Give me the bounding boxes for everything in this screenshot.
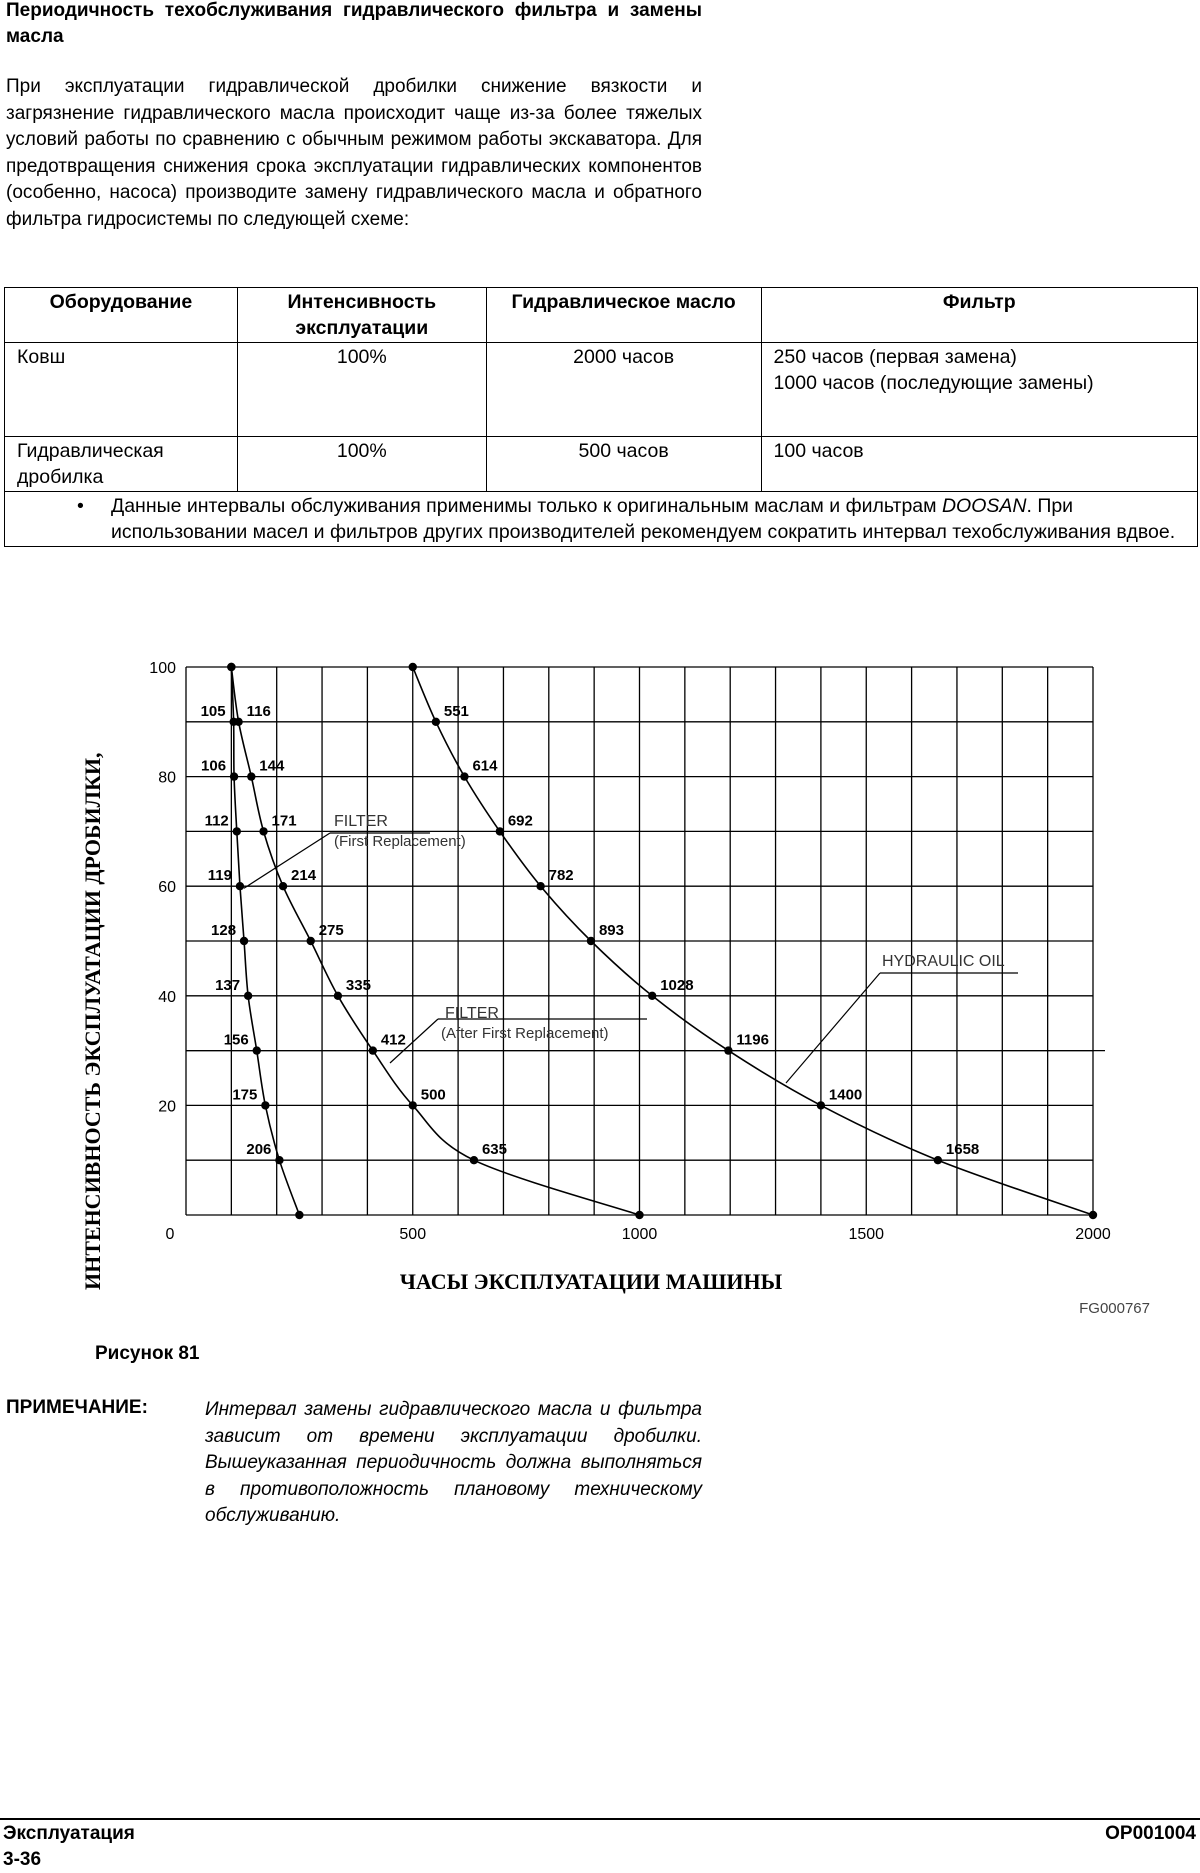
data-point — [460, 772, 468, 780]
intro-paragraph: При эксплуатации гидравлической дробилки снижение вязкости и загрязнение гидравлического масла происходит чаще из-за более тяжелых условий работы по сравнению с обычным режимом работы экскаватора. Для предотвращения снижения срока эксплуатации гидравлических компонентов (особенно, насоса) производите замену гидравлического масла и обратного фильтра гидросистемы по следующей схеме: — [6, 76, 702, 230]
data-point — [369, 1046, 377, 1054]
section-heading: Периодичность техобслуживания гидравлического фильтра и замены масла — [6, 0, 702, 47]
data-label: 635 — [481, 1141, 508, 1159]
data-point — [230, 772, 238, 780]
data-point — [724, 1046, 732, 1054]
y-tick-label: 20 — [158, 1098, 176, 1116]
filter-first: 250 часов (первая замена) — [773, 346, 1017, 368]
cell-filter — [761, 343, 1197, 437]
data-point — [275, 1156, 283, 1164]
data-label: 893 — [598, 922, 625, 939]
x-tick-label: 0 — [165, 1226, 175, 1243]
y-axis-title: ИНТЕНСИВНОСТЬ ЭКСПЛУАТАЦИИ ДРОБИЛКИ, — [80, 752, 105, 1290]
x-tick-label: 1000 — [621, 1226, 658, 1243]
data-label: 128 — [211, 922, 237, 939]
footer-page-number: 3-36 — [3, 1849, 42, 1870]
data-label: 614 — [472, 757, 498, 775]
note-label: ПРИМЕЧАНИЕ: — [6, 1397, 148, 1418]
header-equipment: Оборудование — [5, 288, 238, 343]
data-point — [279, 882, 287, 890]
data-label: 175 — [232, 1086, 258, 1104]
note-text: Интервал замены гидравлического масла и фильтра зависит от времени эксплуатации дробилки. Вышеуказанная периодичность должна выполняться в противоположность плановому техническому обслуживанию. — [205, 1399, 702, 1526]
callout-label: FILTER — [445, 1005, 499, 1022]
footer-doc-code: OP001004 — [1105, 1823, 1196, 1844]
data-label: 500 — [420, 1086, 446, 1104]
data-label: 1196 — [736, 1031, 769, 1049]
data-point — [261, 1101, 269, 1109]
callout-line — [244, 833, 330, 888]
footer-section: Эксплуатация — [3, 1823, 135, 1844]
header-intensity: Интенсивность эксплуатации — [237, 288, 486, 343]
data-label: 137 — [215, 976, 241, 994]
data-point — [635, 1211, 643, 1219]
x-tick-label: 1500 — [848, 1226, 885, 1243]
y-tick-label: 100 — [149, 660, 176, 677]
data-label: 1028 — [660, 976, 694, 994]
data-label: 412 — [380, 1031, 406, 1049]
data-label: 335 — [345, 976, 371, 994]
cell-equipment: Гидравлическая дробилка — [5, 437, 238, 492]
interval-chart — [0, 640, 1200, 1330]
data-point — [536, 882, 544, 890]
data-point — [470, 1156, 478, 1164]
data-label: 116 — [246, 702, 271, 720]
data-point — [295, 1211, 303, 1219]
data-point — [587, 937, 595, 945]
cell-intensity: 100% — [237, 437, 486, 492]
data-point — [648, 992, 656, 1000]
note-brand: DOOSAN — [941, 495, 1027, 517]
callout-label: (After First Replacement) — [441, 1025, 609, 1042]
cell-oil: 2000 часов — [486, 343, 761, 437]
footer-divider — [0, 1818, 1200, 1820]
service-interval-table — [4, 287, 1198, 547]
data-label: 551 — [443, 702, 469, 720]
cell-oil: 500 часов — [486, 437, 761, 492]
data-label: 1658 — [945, 1141, 980, 1159]
data-label: 119 — [207, 867, 232, 885]
data-label: 275 — [318, 922, 344, 939]
data-point — [247, 772, 255, 780]
data-label: 106 — [201, 757, 227, 775]
data-point — [236, 882, 244, 890]
note-text-end: . При использовании масел и фильтров других производителей рекомендуем сократить интервал техобслуживания вдвое. — [111, 495, 1176, 543]
figure-caption: Рисунок 81 — [95, 1343, 200, 1364]
chart-callouts — [244, 813, 1018, 1083]
table-note — [5, 492, 1198, 547]
data-label: 171 — [271, 812, 297, 830]
callout-label: (First Replacement) — [334, 833, 466, 850]
header-oil: Гидравлическое масло — [486, 288, 761, 343]
cell-filter — [761, 437, 1197, 492]
data-point — [409, 663, 417, 671]
header-filter: Фильтр — [761, 288, 1197, 343]
data-point — [240, 937, 248, 945]
filter-subsequent: 1000 часов (последующие замены) — [773, 372, 1094, 394]
data-label: 112 — [204, 812, 229, 830]
note-text-start: Данные интервалы обслуживания применимы только к оригинальным маслам и фильтрам — [111, 495, 942, 517]
data-label: 206 — [246, 1141, 272, 1159]
data-label: 692 — [507, 812, 533, 830]
data-point — [334, 992, 342, 1000]
data-label: 782 — [548, 867, 574, 885]
data-point — [1089, 1211, 1097, 1219]
data-point — [409, 1101, 417, 1109]
data-point — [817, 1101, 825, 1109]
table-row — [5, 343, 1198, 437]
table-note-row — [5, 492, 1198, 547]
footer-left — [3, 1821, 135, 1873]
filter-first: 100 часов — [773, 440, 864, 462]
data-label: 214 — [291, 867, 317, 885]
y-tick-label: 60 — [158, 879, 176, 897]
data-point — [227, 663, 235, 671]
data-point — [934, 1156, 942, 1164]
callout-label: HYDRAULIC OIL — [882, 953, 1005, 970]
bullet-icon: • — [77, 495, 84, 517]
data-point — [496, 827, 504, 835]
data-point — [307, 937, 315, 945]
data-point — [259, 827, 267, 835]
callout-label: FILTER — [334, 813, 388, 830]
x-tick-label: 500 — [399, 1226, 427, 1243]
figure-code: FG000767 — [1079, 1300, 1150, 1317]
data-point — [234, 718, 242, 726]
data-label: 144 — [259, 757, 285, 775]
cell-intensity: 100% — [237, 343, 486, 437]
x-tick-label: 2000 — [1075, 1226, 1111, 1243]
data-label: 156 — [223, 1031, 249, 1049]
cell-equipment: Ковш — [5, 343, 238, 437]
data-point — [233, 827, 241, 835]
data-point — [432, 718, 440, 726]
data-label: 105 — [200, 702, 226, 720]
data-point — [244, 992, 252, 1000]
table-header-row — [5, 288, 1198, 343]
data-label: 1400 — [828, 1086, 863, 1104]
table-row — [5, 437, 1198, 492]
x-axis-title: ЧАСЫ ЭКСПЛУАТАЦИИ МАШИНЫ — [399, 1269, 783, 1294]
data-point — [253, 1046, 261, 1054]
y-tick-label: 80 — [158, 769, 176, 787]
chart-grid — [186, 667, 1105, 1215]
y-tick-label: 40 — [158, 988, 176, 1006]
